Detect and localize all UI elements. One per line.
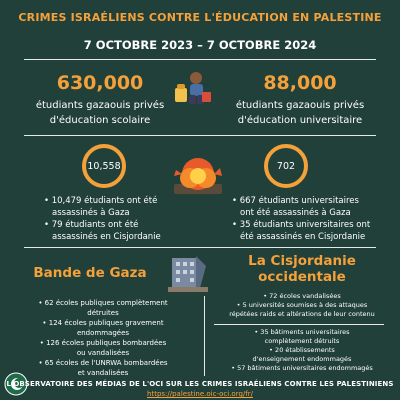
student-icon [172,68,214,106]
killed-students-ring: 10,558 [82,144,126,188]
killed-students-list [44,195,194,243]
list-item: • 35 étudiants universitaires ont [232,220,371,230]
killed-university-ring: 702 [264,144,308,188]
list-item: assassinés à Gaza [52,208,130,218]
westbank-bottom-list [212,328,392,373]
date-range: 7 OCTOBRE 2023 – 7 OCTOBRE 2024 [83,38,317,52]
school-students-number: 630,000 [56,72,144,94]
list-item: • 65 écoles de l'UNRWA bombardées [38,359,168,367]
list-item: d'enseignement endommagés [252,355,352,363]
list-item: endommagées [76,329,130,337]
explosion-icon [168,150,228,198]
list-item: été assassinés en Cisjordanie [240,232,366,242]
list-item: • 20 établissements [269,346,335,354]
university-students-line1: étudiants gazaouis privés [235,100,365,111]
destroyed-building-icon [168,252,208,292]
list-item: • 124 écoles publiques gravement [42,319,164,327]
list-item: assassinés en Cisjordanie [52,232,161,242]
list-item: • 126 écoles publiques bombardées [39,339,167,347]
list-item: • 5 universités soumises à des attaques [236,301,368,309]
divider-top [24,59,376,60]
list-item: • 57 bâtiments universitaires endommagés [231,364,373,372]
list-item: • 35 bâtiments universitaires [254,328,350,336]
gaza-schools-list [18,298,188,378]
footer-organization: L'OBSERVATOIRE DES MÉDIAS DE L'OCI SUR LES CRIMES ISRAÉLIENS CONTRE LES PALESTINIENS [6,380,394,388]
school-students-line1: étudiants gazaouis privés [35,100,165,111]
university-students-number: 88,000 [263,72,337,94]
list-item: répétées raids et altérations de leur contenu [229,310,375,318]
list-item: • 62 écoles publiques complètement [38,299,168,307]
list-item: • 10,479 étudiants ont été [44,196,158,206]
westbank-section-title [214,253,390,285]
page-title: CRIMES ISRAÉLIENS CONTRE L'ÉDUCATION EN PALESTINE [18,11,382,24]
list-item: • 79 étudiants ont été [44,220,139,230]
list-item: • 667 étudiants universitaires [232,196,359,206]
school-students-line2: d'éducation scolaire [49,115,151,126]
footer-link[interactable]: https://palestine.oic-oci.org/fr/ [147,390,253,398]
university-students-line2: d'éducation universitaire [237,115,363,126]
column-divider [204,296,205,376]
divider-middle [24,135,376,136]
westbank-divider [214,324,384,325]
westbank-title-line1: La Cisjordanie [248,253,356,269]
university-students-label [220,98,380,128]
westbank-title-line2: occidentale [258,269,346,285]
divider-lower [24,247,376,248]
westbank-top-list [212,292,392,319]
list-item: et vandalisées [77,369,129,377]
killed-university-list [232,195,392,243]
list-item: détruites [87,309,119,317]
list-item: ou vandalisées [76,349,130,357]
gaza-section-title: Bande de Gaza [33,265,147,281]
list-item: complètement détruits [264,337,340,345]
list-item: ont été assassinés à Gaza [240,208,351,218]
school-students-label [20,98,180,128]
list-item: • 72 écoles vandalisées [263,292,341,300]
